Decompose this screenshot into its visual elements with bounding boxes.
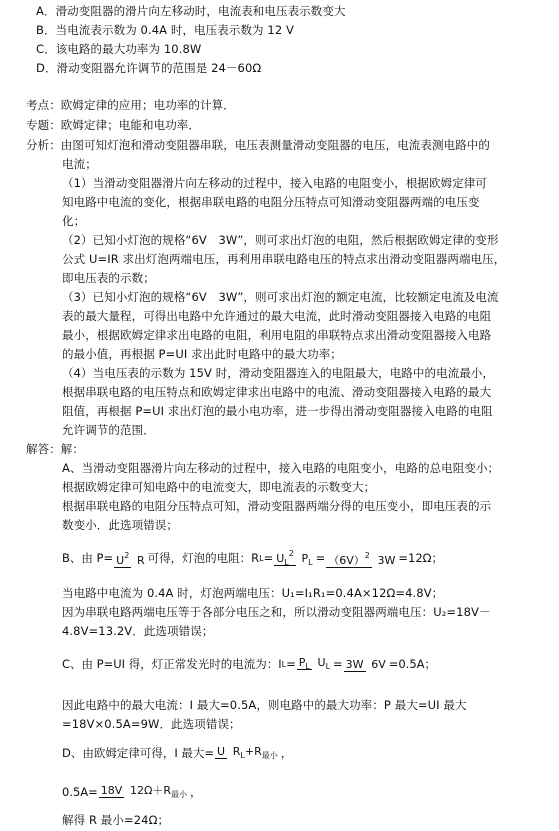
d-eq-prefix: D、由欧姆定律可得，I 最大= [62,746,215,760]
jieda-a-4: 数变小．此选项错误； [62,518,178,532]
jieda-a-3: 根据串联电路的电阻分压特点可知，滑动变阻器两端分得的电压变小，即电压表的示 [62,499,492,513]
jieda-b-4: 4.8V=13.2V．此选项错误； [62,624,214,638]
option-a: A．滑动变阻器的滑片向左移动时，电流表和电压表示数变大 [36,4,346,18]
b-frac-u2-over-r: $U^2$ R [116,550,145,567]
d-frac-u-over-sum: U $R_L+R_{最小}$ [217,744,278,760]
c-frac-pl-over-ul: $P_L$ $U_L$ [298,655,331,671]
fenxi-p2-a: （2）已知小灯泡的规格“6V 3W”，则可求出灯泡的电阻，然后根据欧姆定律的变形 [62,233,499,247]
zhuanti-line: 专题：欧姆定律；电能和电功率． [26,118,200,132]
jieda-a-1: A、当滑动变阻器滑片向左移动的过程中，接入电路的电阻变小，电路的总电阻变小； [62,461,500,475]
jieda-d-equation-2: 0.5A= 18V $12\Omega+R_{最小}$ ， [62,774,202,810]
d-frac-18v-over-sum: 18V $12\Omega+R_{最小}$ [100,783,188,799]
b-eq-result: =12Ω； [398,551,443,565]
fenxi-p3-d: 的最小值，再根据 P=UI 求出此时电路中的最大功率； [62,347,342,361]
jieda-b-3: 因为串联电路两端电压等于各部分电压之和，所以滑动变阻器两端电压：U₂=18V－ [62,605,491,619]
b-frac-value: $(6V)^2$ 3W [328,550,396,567]
jieda-b-2: 当电路中电流为 0.4A 时，灯泡两端电压：U₁=I₁R₁=0.4A×12Ω=4.8V； [62,586,444,600]
b-eq-prefix: B、由 P= [62,551,114,565]
kaodian-line: 考点：欧姆定律的应用；电功率的计算． [26,98,235,112]
jieda-c-2: 因此电路中的最大电流：I 最大=0.5A，则电路中的最大功率：P 最大=UI 最大 [62,698,467,712]
c-frac-value: 3W 6V [345,657,386,671]
jieda-c-3: =18V×0.5A=9W．此选项错误； [62,717,241,731]
fenxi-p4-b: 根据串联电路的电压特点和欧姆定律求出电路中的电流、滑动变阻器接入电路的最大 [62,385,492,399]
jieda-b-equation: B、由 P= $U^2$ R 可得，灯泡的电阻：R L = $U_L^2$ $P_L$ = $(6V)^2$ 3W =12Ω； [62,540,443,576]
fenxi-p2-c: 即电压表的示数； [62,271,155,285]
jieda-d-last: 解得 R 最小=24Ω； [62,813,170,827]
fenxi-p4-c: 阻值，再根据 P=UI 求出灯泡的最小电功率，进一步得出滑动变阻器接入电路的电阻 [62,404,493,418]
jieda-c-equation: C、由 P=UI 得，灯正常发光时的电流为：I L = $P_L$ $U_L$ = 3W 6V =0.5A； [62,646,436,682]
jieda-a-2: 根据欧姆定律可知电路中的电流变大，即电流表的示数变大； [62,480,376,494]
b-frac-ul2-over-pl: $U_L^2$ $P_L$ [276,548,313,567]
fenxi-line-1: 分析：由图可知灯泡和滑动变阻器串联，电压表测量滑动变阻器的电压，电流表测电路中的 [26,138,490,152]
fenxi-p2-b: 公式 U=IR 求出灯泡两端电压，再利用串联电路电压的特点求出滑动变阻器两端电压， [62,252,506,266]
option-d: D．滑动变阻器允许调节的范围是 24－60Ω [36,61,262,75]
fenxi-p3-b: 表的最大量程，可得出电路中允许通过的最大电流，此时滑动变阻器接入电路的电阻 [62,309,492,323]
fenxi-p1-a: （1）当滑动变阻器滑片向左移动的过程中，接入电路的电阻变小，根据欧姆定律可 [62,176,488,190]
option-c: C．该电路的最大功率为 10.8W [36,42,202,56]
fenxi-p1-b: 知电路中电流的变化，根据串联电路的电阻分压特点可知滑动变阻器两端的电压变 [62,195,480,209]
fenxi-p3-c: 最小，根据欧姆定律求出电路的电阻，利用电阻的串联特点求出滑动变阻器接入电路 [62,328,492,342]
c-eq-prefix: C、由 P=UI 得，灯正常发光时的电流为：I [62,657,282,671]
d-eq2-prefix: 0.5A= [62,785,98,799]
fenxi-line-2: 电流； [62,157,97,171]
jieda-head: 解答：解： [26,442,84,456]
b-eq-mid: 可得，灯泡的电阻：R [147,551,260,565]
fenxi-p4-a: （4）当电压表的示数为 15V 时，滑动变阻器连入的电阻最大，电路中的电流最小， [62,366,495,380]
c-eq-result: =0.5A； [388,657,437,671]
fenxi-p1-c: 化； [62,214,86,228]
option-b: B．当电流表示数为 0.4A 时，电压表示数为 12 V [36,23,294,37]
jieda-d-equation-1: D、由欧姆定律可得，I 最大= U $R_L+R_{最小}$ ， [62,735,292,771]
fenxi-p4-d: 允许调节的范围． [62,423,155,437]
fenxi-p3-a: （3）已知小灯泡的规格“6V 3W”，则可求出灯泡的额定电流，比较额定电流及电流 [62,290,499,304]
